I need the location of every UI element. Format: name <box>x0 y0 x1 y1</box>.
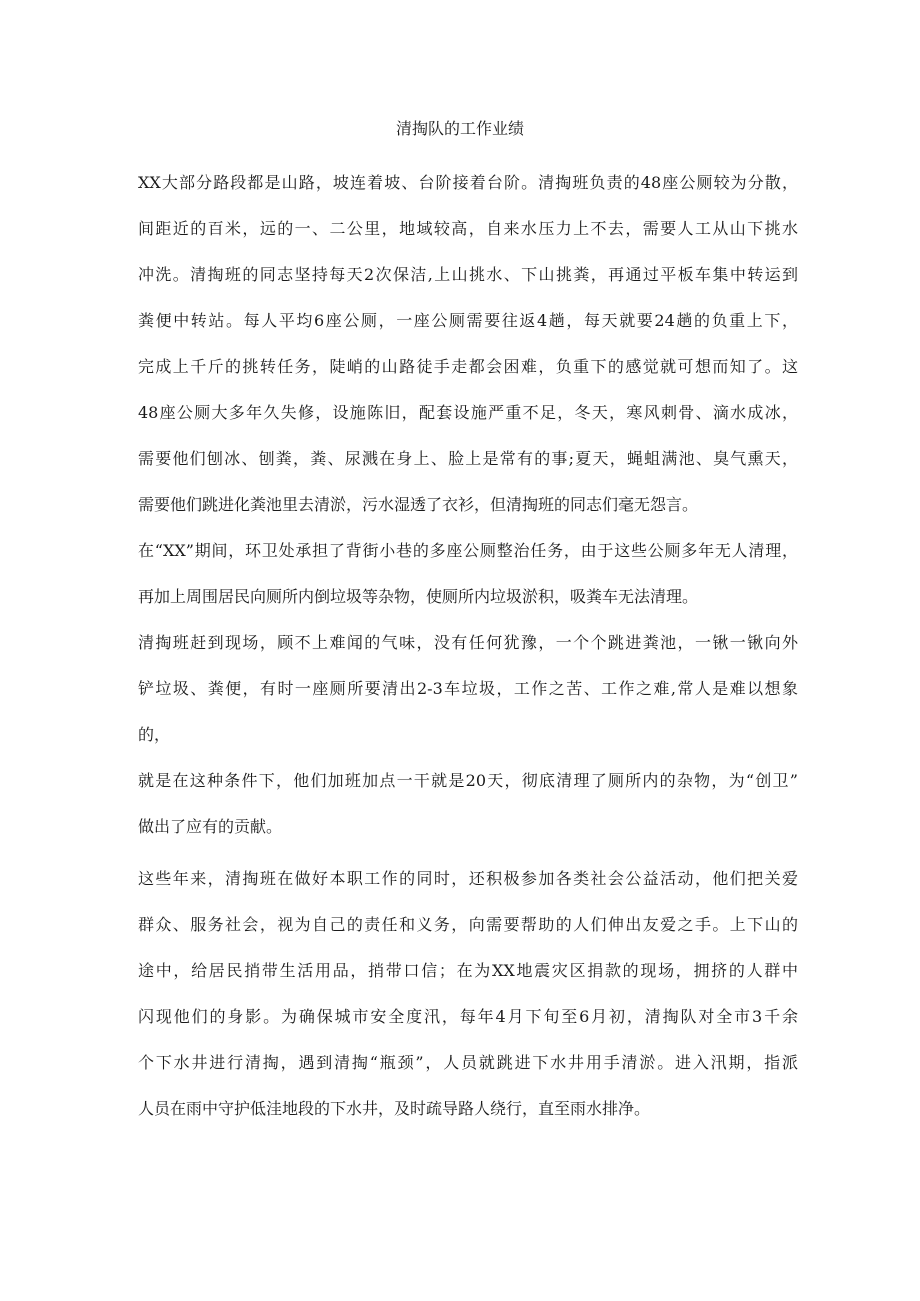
body-line: 就是在这种条件下，他们加班加点一干就是20天，彻底清理了厕所内的杂物，为“创卫” <box>138 771 798 790</box>
body-line: 清掏班赶到现场，顾不上难闻的气味，没有任何犹豫，一个个跳进粪池，一锹一锹向外 <box>138 633 798 652</box>
body-line: 需要他们刨冰、刨粪，粪、尿溅在身上、脸上是常有的事;夏天，蝇蛆满池、臭气熏天， <box>138 449 798 468</box>
body-line: 个下水井进行清掏，遇到清掏“瓶颈”，人员就跳进下水井用手清淤。进入汛期，指派 <box>138 1053 798 1072</box>
body-line: 这些年来，清掏班在做好本职工作的同时，还积极参加各类社会公益活动，他们把关爱 <box>138 869 798 888</box>
body-line: 完成上千斤的挑转任务，陡峭的山路徒手走都会困难，负重下的感觉就可想而知了。这 <box>138 357 798 376</box>
body-line: 做出了应有的贡献。 <box>138 817 283 836</box>
body-line: 再加上周围居民向厕所内倒垃圾等杂物，使厕所内垃圾淤积，吸粪车无法清理。 <box>138 587 699 606</box>
body-line: XX大部分路段都是山路，坡连着坡、台阶接着台阶。清掏班负责的48座公厕较为分散， <box>138 173 798 192</box>
body-line: 48座公厕大多年久失修，设施陈旧，配套设施严重不足，冬天，寒风刺骨、滴水成冰， <box>138 403 798 422</box>
document-title: 清掏队的工作业绩 <box>395 119 524 138</box>
body-line: 需要他们跳进化粪池里去清淤，污水湿透了衣衫，但清掏班的同志们毫无怨言。 <box>138 495 699 514</box>
body-line: 人员在雨中守护低洼地段的下水井，及时疏导路人绕行，直至雨水排净。 <box>138 1099 651 1118</box>
body-line: 铲垃圾、粪便，有时一座厕所要清出2-3车垃圾，工作之苦、工作之难,常人是难以想象 <box>138 679 798 698</box>
body-line: 闪现他们的身影。为确保城市安全度汛，每年4月下旬至6月初，清掏队对全市3千余 <box>138 1007 798 1026</box>
body-line: 冲洗。清掏班的同志坚持每天2次保洁,上山挑水、下山挑粪，再通过平板车集中转运到 <box>138 265 798 284</box>
body-line: 粪便中转站。每人平均6座公厕，一座公厕需要往返4趟，每天就要24趟的负重上下， <box>138 311 798 330</box>
body-line: 间距近的百米，远的一、二公里，地域较高，自来水压力上不去，需要人工从山下挑水 <box>138 219 798 238</box>
body-line: 途中，给居民捎带生活用品，捎带口信；在为XX地震灾区捐款的现场，拥挤的人群中 <box>138 961 798 980</box>
body-line: 群众、服务社会，视为自己的责任和义务，向需要帮助的人们伸出友爱之手。上下山的 <box>138 915 798 934</box>
body-line: 的， <box>138 725 171 744</box>
body-line: 在“XX”期间，环卫处承担了背街小巷的多座公厕整治任务，由于这些公厕多年无人清理， <box>138 541 798 560</box>
